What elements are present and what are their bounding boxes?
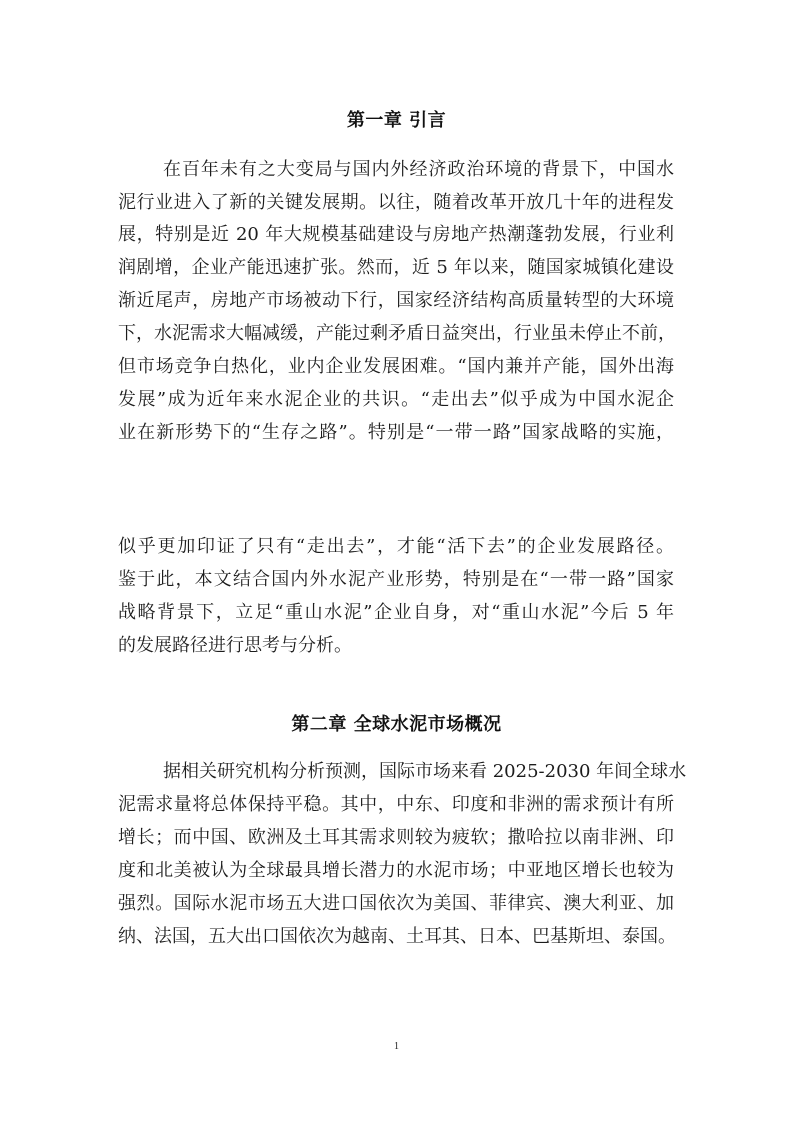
paragraph-line: 纳、法国，五大出口国依次为越南、土耳其、日本、巴基斯坦、泰国。	[118, 926, 676, 947]
paragraph-line: 战略背景下，立足“重山水泥”企业自身，对“重山水泥”今后 5 年	[118, 602, 674, 623]
paragraph-line: 下，水泥需求大幅减缓，产能过剩矛盾日益突出，行业虽未停止不前，	[118, 323, 676, 344]
paragraph-line: 度和北美被认为全球最具增长潜力的水泥市场；中亚地区增长也较为	[118, 860, 674, 881]
paragraph-line: 据相关研究机构分析预测，国际市场来看 2025-2030 年间全球水	[163, 761, 687, 782]
chapter-1-heading: 第一章 引言	[346, 110, 447, 131]
paragraph-line: 泥行业进入了新的关键发展期。以往，随着改革开放几十年的进程发	[118, 192, 674, 213]
paragraph-line: 但市场竞争白热化，业内企业发展困难。“国内兼并产能，国外出海	[118, 356, 674, 377]
paragraph-line: 泥需求量将总体保持平稳。其中，中东、印度和非洲的需求预计有所	[118, 794, 674, 815]
paragraph-line: 似乎更加印证了只有“走出去”，才能“活下去”的企业发展路径。	[118, 536, 674, 557]
paragraph-line: 润剧增，企业产能迅速扩张。然而，近 5 年以来，随国家城镇化建设	[118, 257, 674, 278]
paragraph-line: 发展”成为近年来水泥企业的共识。“走出去”似乎成为中国水泥企	[118, 389, 674, 410]
paragraph-line: 强烈。国际水泥市场五大进口国依次为美国、菲律宾、澳大利亚、加	[118, 893, 674, 914]
paragraph-line: 渐近尾声，房地产市场被动下行，国家经济结构高质量转型的大环境	[118, 290, 674, 311]
paragraph-line: 鉴于此，本文结合国内外水泥产业形势，特别是在“一带一路”国家	[118, 569, 674, 590]
paragraph-line: 业在新形势下的“生存之路”。特别是“一带一路”国家战略的实施，	[118, 422, 674, 443]
paragraph-line: 的发展路径进行思考与分析。	[118, 635, 352, 656]
paragraph-line: 展，特别是近 20 年大规模基础建设与房地产热潮蓬勃发展，行业利	[118, 224, 674, 245]
paragraph-line: 增长；而中国、欧洲及土耳其需求则较为疲软；撒哈拉以南非洲、印	[118, 827, 674, 848]
chapter-2-heading: 第二章 全球水泥市场概况	[291, 714, 502, 735]
paragraph-line: 在百年未有之大变局与国内外经济政治环境的背景下，中国水	[163, 159, 674, 180]
page-number: 1	[394, 1041, 399, 1052]
